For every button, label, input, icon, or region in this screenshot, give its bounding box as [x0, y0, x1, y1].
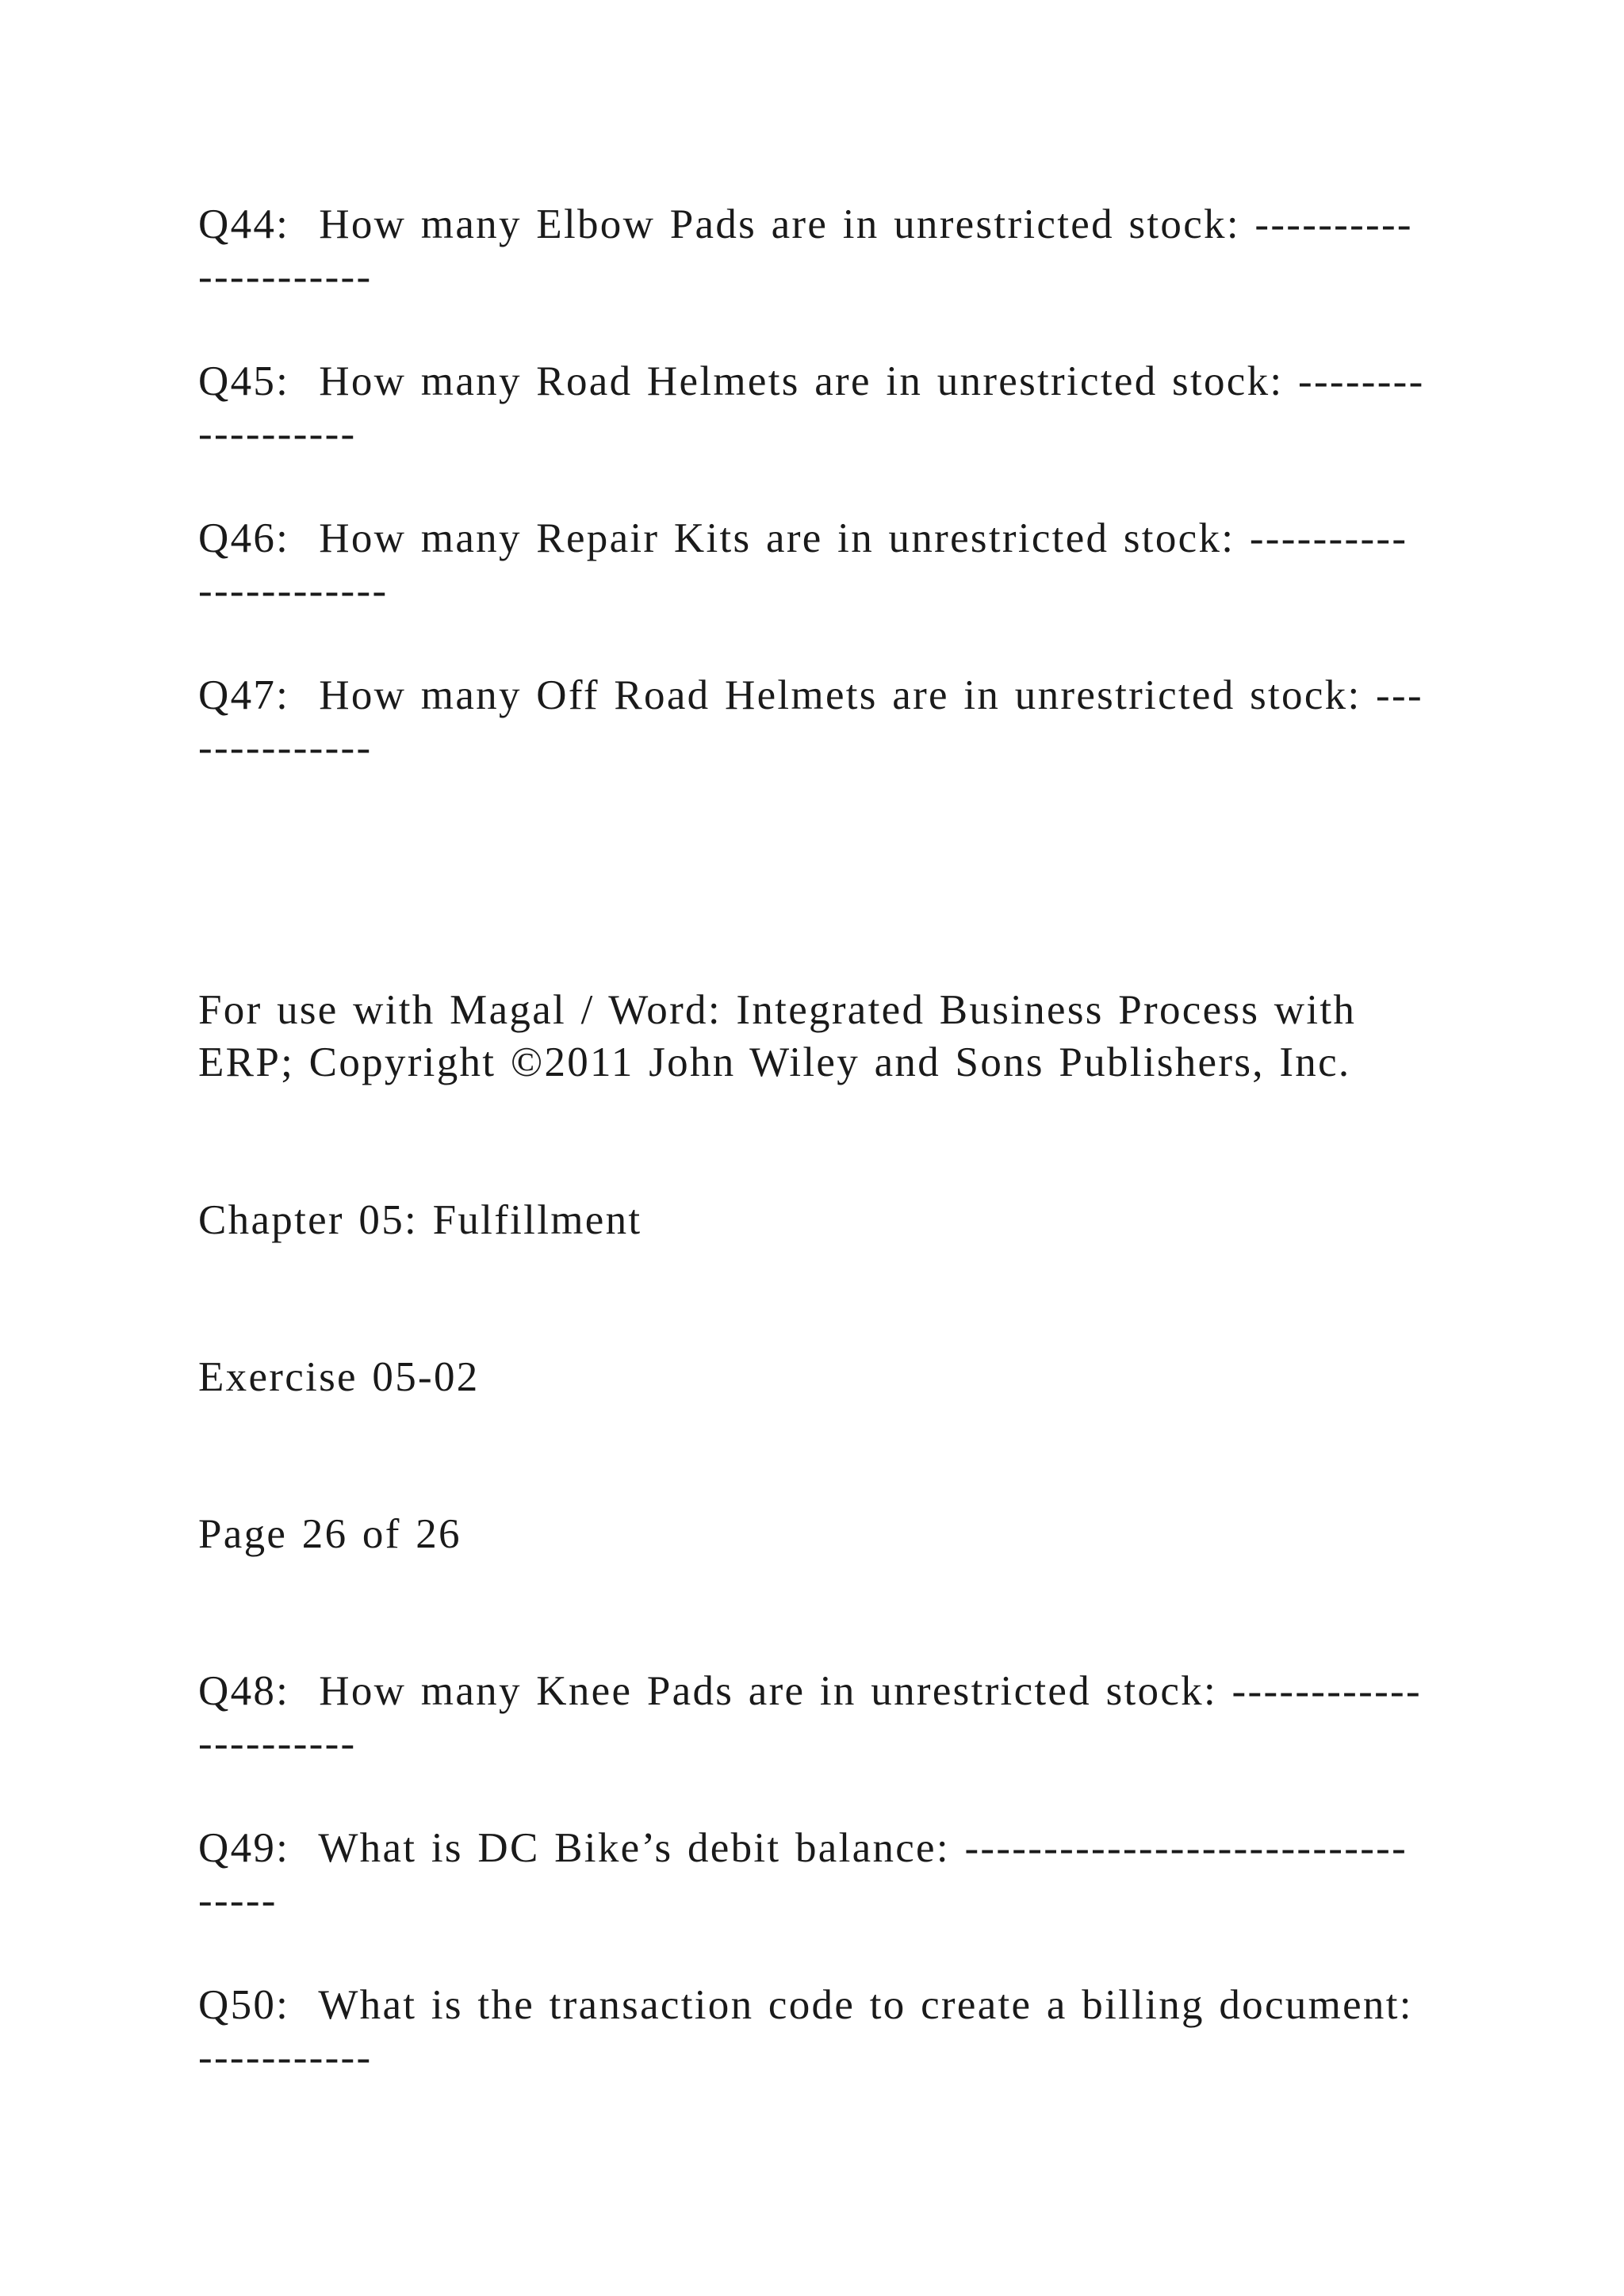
question-q45-answer-line: ---------- [198, 411, 357, 457]
question-q48-answer-line: ---------- [198, 1720, 357, 1766]
question-q47-text: Q47: How many Off Road Helmets are in unrestricted stock: --- [198, 672, 1423, 718]
copyright-line-2: ERP; Copyright ©2011 John Wiley and Sons Publishers, Inc. [198, 1039, 1351, 1085]
question-q50-text: Q50: What is the transaction code to create a billing document: [198, 1982, 1413, 2028]
chapter-title: Chapter 05: Fulfillment [198, 1197, 642, 1243]
question-q47-answer-line: ----------- [198, 725, 373, 771]
question-q46-text: Q46: How many Repair Kits are in unrestricted stock: ---------- [198, 515, 1408, 561]
question-q49-text: Q49: What is DC Bike’s debit balance: ---------------------------- [198, 1825, 1408, 1871]
question-q44-text: Q44: How many Elbow Pads are in unrestricted stock: ---------- [198, 201, 1413, 247]
question-q50-answer-line: ----------- [198, 2034, 373, 2080]
exercise-title: Exercise 05-02 [198, 1354, 480, 1400]
question-q44-answer-line: ----------- [198, 254, 373, 300]
question-q46-answer-line: ------------ [198, 568, 389, 614]
question-q49-answer-line: ----- [198, 1877, 278, 1923]
copyright-line-1: For use with Magal / Word: Integrated Business Process with [198, 987, 1357, 1033]
question-q48-text: Q48: How many Knee Pads are in unrestricted stock: ------------ [198, 1668, 1422, 1714]
page-number: Page 26 of 26 [198, 1511, 462, 1557]
question-q45-text: Q45: How many Road Helmets are in unrestricted stock: -------- [198, 358, 1425, 404]
